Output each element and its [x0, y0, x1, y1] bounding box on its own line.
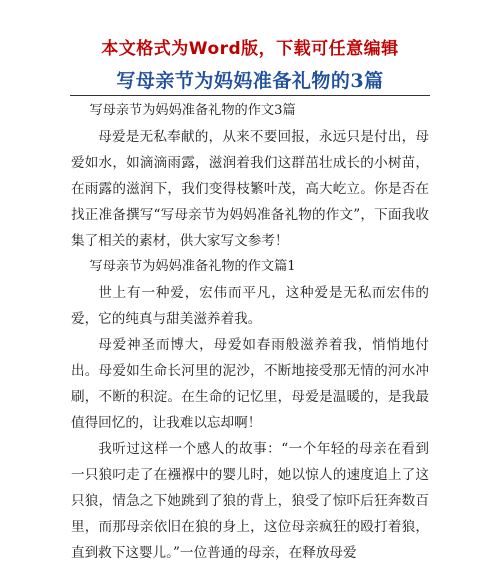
document-body [71, 98, 429, 566]
body-paragraph: 世上有一种爱，宏伟而平凡，这种爱是无私而宏伟的爱，它的纯真与甜美滋养着我。 [71, 285, 429, 327]
section-heading: 写母亲节为妈妈准备礼物的作文篇1 [89, 259, 296, 274]
body-paragraph: 我听过这样一个感人的故事：“一个年轻的母亲在看到一只狼叼走了在襁褓中的婴儿时，她以惊人的速度追上了这只狼，情急之下她跳到了狼的背上，狼受了惊吓后狂奔数百里，而那母亲依旧在狼的身上，这位母亲疯狂的殴打着狼，直到救下这婴儿。”一位普通的母亲，在释放母爱 [71, 441, 429, 561]
body-paragraph: 母爱是无私奉献的，从来不要回报，永远只是付出，母爱如水，如滴滴雨露，滋润着我们这群茁壮成长的小树苗，在雨露的滋润下，我们变得枝繁叶茂，高大屹立。你是否在找正准备撰写“写母亲节为妈妈准备礼物的作文”，下面我收集了相关的素材，供大家写文参考！ [71, 129, 429, 249]
title-divider [70, 95, 430, 96]
document-title: 写母亲节为妈妈准备礼物的3篇 [116, 70, 384, 92]
section-heading: 写母亲节为妈妈准备礼物的作文3篇 [89, 103, 296, 118]
body-paragraph: 母爱神圣而博大，母爱如春雨般滋养着我，悄悄地付出。母爱如生命长河里的泥沙，不断地接受那无情的河水冲刷，不断的积淀。在生命的记忆里，母爱是温暖的，是我最值得回忆的，让我难以忘却啊！ [71, 337, 429, 431]
format-banner: 本文格式为Word版，下载可任意编辑 [101, 39, 399, 59]
